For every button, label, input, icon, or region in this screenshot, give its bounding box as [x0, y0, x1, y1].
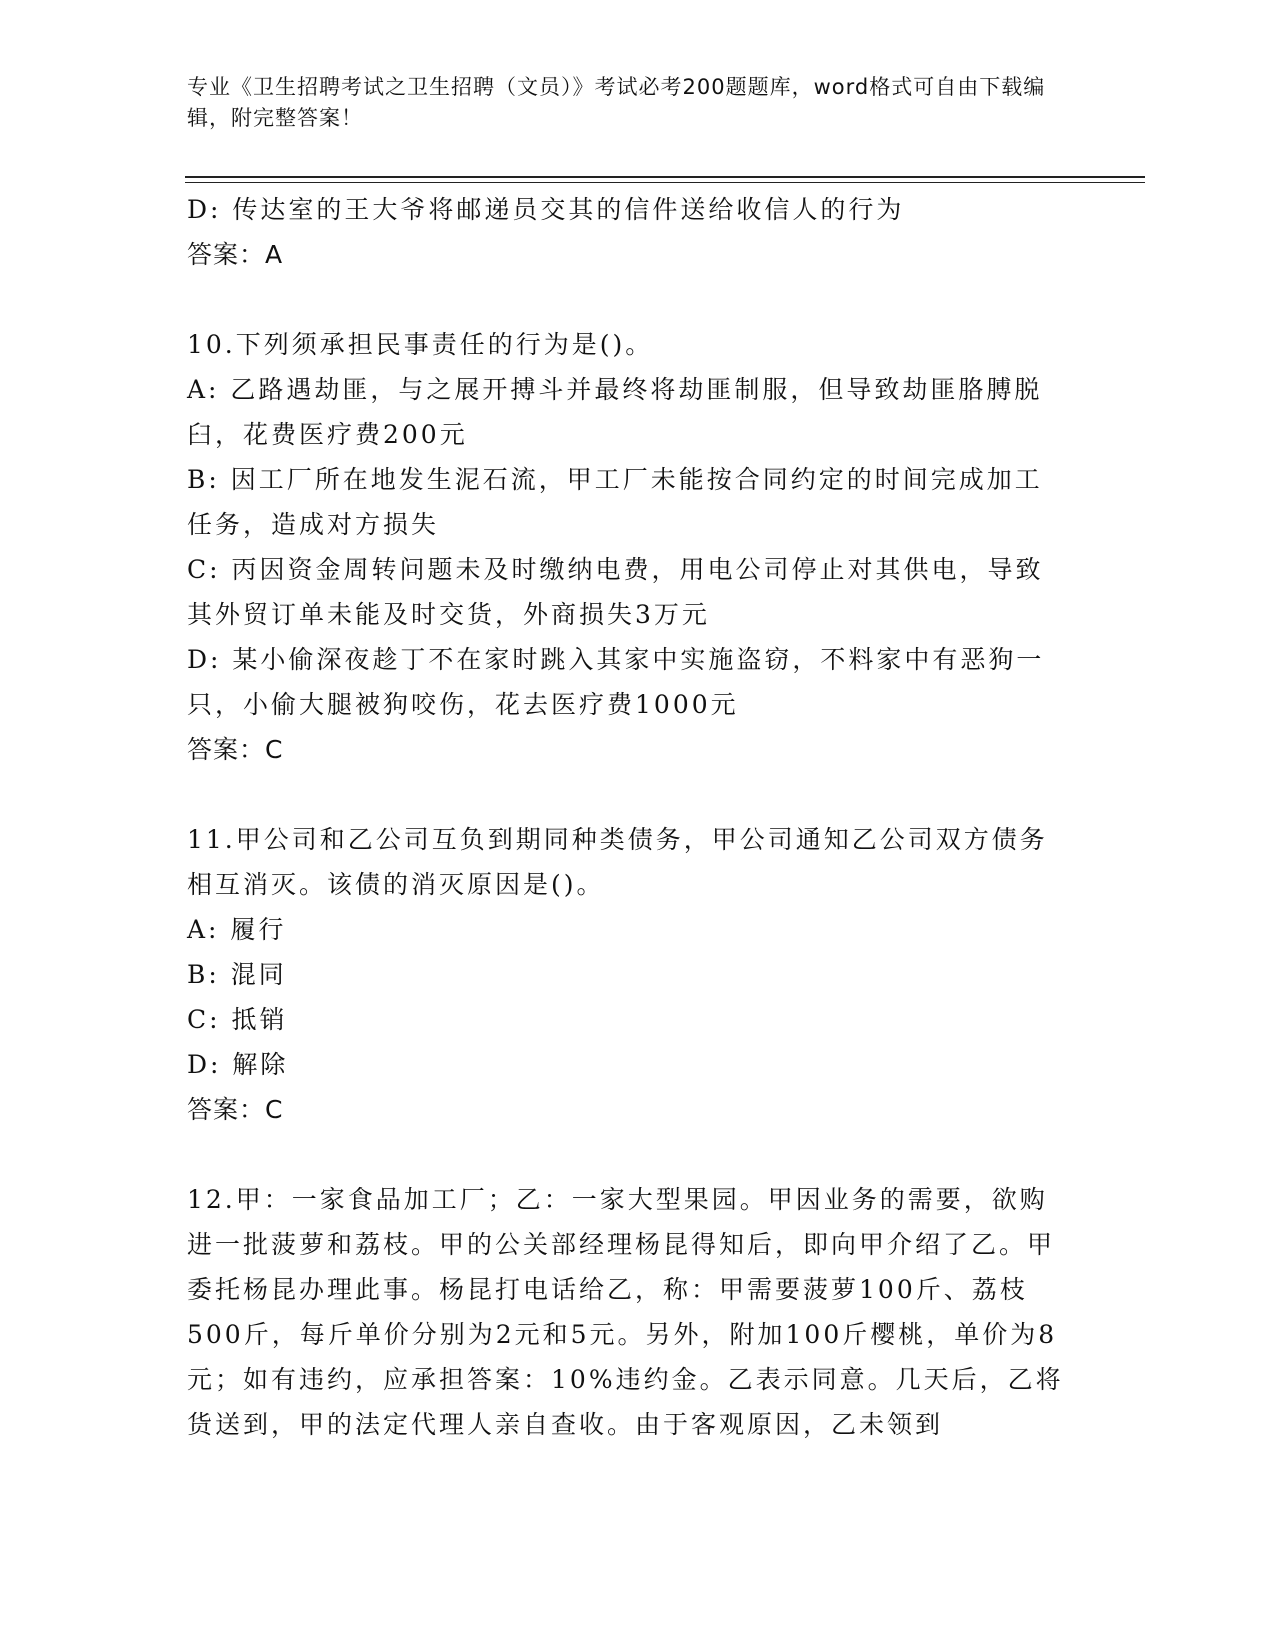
- document-header: 专业《卫生招聘考试之卫生招聘（文员）》考试必考200题题库，word格式可自由下载编辑，附完整答案！: [187, 75, 1046, 130]
- document-body: [187, 187, 1067, 1447]
- q12-question: 12.甲：一家食品加工厂；乙：一家大型果园。甲因业务的需要，欲购进一批菠萝和荔枝。甲的公关部经理杨昆得知后，即向甲介绍了乙。甲委托杨昆办理此事。杨昆打电话给乙，称：甲需要菠萝100斤、荔枝500斤，每斤单价分别为2元和5元。另外，附加100斤樱桃，单价为8元；如有违约，应承担答案：10%违约金。乙表示同意。几天后，乙将货送到，甲的法定代理人亲自查收。由于客观原因，乙未领到: [187, 1185, 1064, 1439]
- q9-option-d: D: 传达室的王大爷将邮递员交其的信件送给收信人的行为: [187, 195, 905, 224]
- q10-question: 10.下列须承担民事责任的行为是()。: [187, 330, 654, 359]
- q11-option-b: B: 混同: [187, 960, 287, 989]
- header-divider: [185, 176, 1145, 178]
- q11-question: 11.甲公司和乙公司互负到期同种类债务，甲公司通知乙公司双方债务相互消灭。该债的消灭原因是()。: [187, 825, 1048, 899]
- q10-answer: 答案：C: [187, 735, 284, 764]
- q10-option-a: A: 乙路遇劫匪，与之展开搏斗并最终将劫匪制服，但导致劫匪胳膊脱臼，花费医疗费200元: [187, 375, 1043, 449]
- q9-answer: 答案：A: [187, 240, 284, 269]
- q11-option-c: C: 抵销: [187, 1005, 288, 1034]
- q10-option-d: D: 某小偷深夜趁丁不在家时跳入其家中实施盗窃，不料家中有恶狗一只，小偷大腿被狗咬伤，花去医疗费1000元: [187, 645, 1045, 719]
- spacer: [187, 1132, 1067, 1177]
- spacer: [187, 277, 1067, 322]
- q10-option-c: C: 丙因资金周转问题未及时缴纳电费，用电公司停止对其供电，导致其外贸订单未能及时交货，外商损失3万元: [187, 555, 1044, 629]
- spacer: [187, 772, 1067, 817]
- q10-option-b: B: 因工厂所在地发生泥石流，甲工厂未能按合同约定的时间完成加工任务，造成对方损失: [187, 465, 1043, 539]
- header-divider-thin: [185, 182, 1145, 183]
- q11-answer: 答案：C: [187, 1095, 284, 1124]
- q11-option-d: D: 解除: [187, 1050, 289, 1079]
- q11-option-a: A: 履行: [187, 915, 287, 944]
